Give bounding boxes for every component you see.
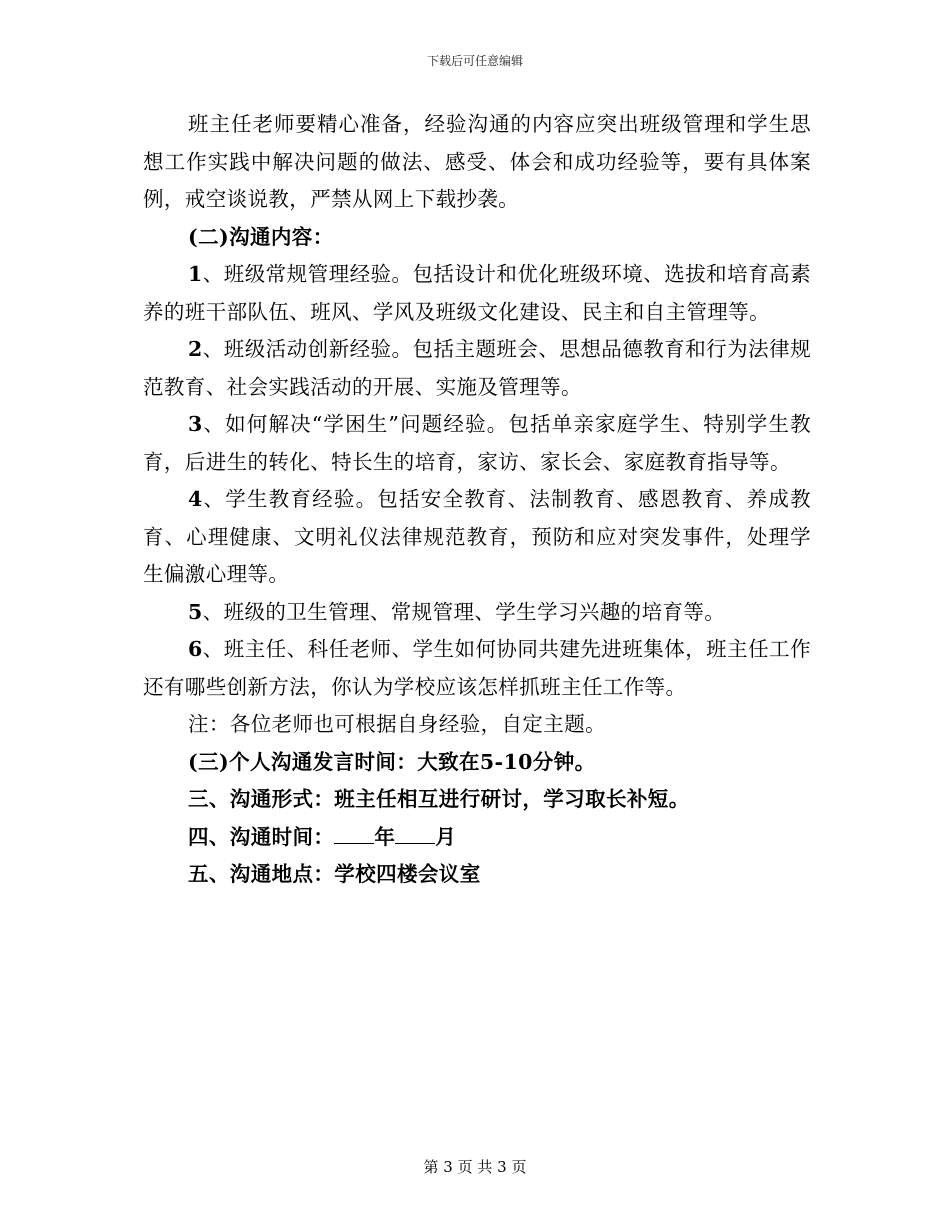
item-text: 、学生教育经验。包括安全教育、法制教育、感恩教育、养成教育、心理健康、文明礼仪法律规范教育，预防和应对突发事件，处理学生偏激心理等。 [143, 487, 811, 586]
item-number: 1 [188, 262, 203, 286]
item-text: 、如何解决“学困生”问题经验。包括单亲家庭学生、特别学生教育，后进生的转化、特长生的培育，家访、家长会、家庭教育指导等。 [143, 412, 811, 474]
note-paragraph: 注：各位老师也可根据自身经验，自定主题。 [188, 712, 606, 736]
month-blank [395, 823, 435, 844]
section-time [143, 819, 811, 857]
list-item [143, 631, 811, 706]
month-label: 月 [435, 824, 457, 849]
list-item [143, 406, 811, 481]
time-label: 四、沟通时间： [188, 824, 335, 849]
section-place: 五、沟通地点：学校四楼会议室 [188, 862, 481, 886]
item-number: 5 [188, 599, 203, 624]
list-item [143, 331, 811, 406]
list-item [143, 594, 811, 632]
item-number: 3 [188, 412, 203, 436]
section-heading-content: (二)沟通内容： [188, 224, 334, 249]
item-text: 、班主任、科任老师、学生如何协同共建先进班集体，班主任工作还有哪些创新方法，你认为学校应该怎样抓班主任工作等。 [143, 637, 811, 699]
item-number: 6 [188, 637, 203, 661]
section-form: 三、沟通形式：班主任相互进行研讨，学习取长补短。 [188, 787, 690, 811]
item-number: 2 [188, 337, 203, 361]
page-footer: 第 3 页 共 3 页 [423, 1158, 527, 1176]
item-number: 4 [188, 487, 203, 511]
item-text: 、班级常规管理经验。包括设计和优化班级环境、选拔和培育高素养的班干部队伍、班风、学风及班级文化建设、民主和自主管理等。 [143, 262, 811, 324]
item-text: 、班级的卫生管理、常规管理、学生学习兴趣的培育等。 [202, 599, 726, 624]
intro-paragraph: 班主任老师要精心准备，经验沟通的内容应突出班级管理和学生思想工作实践中解决问题的做法、感受、体会和成功经验等，要有具体案例，戒空谈说教，严禁从网上下载抄袭。 [143, 112, 811, 211]
list-item [143, 256, 811, 331]
page-header: 下载后可任意编辑 [426, 54, 523, 68]
list-item [143, 481, 811, 594]
item-text: 、班级活动创新经验。包括主题班会、思想品德教育和行为法律规范教育、社会实践活动的开展、实施及管理等。 [143, 337, 811, 399]
year-blank [334, 823, 374, 844]
document-body [143, 106, 811, 894]
section-heading-speaking-time: (三)个人沟通发言时间：大致在5-10分钟。 [188, 749, 596, 774]
year-label: 年 [374, 824, 396, 849]
